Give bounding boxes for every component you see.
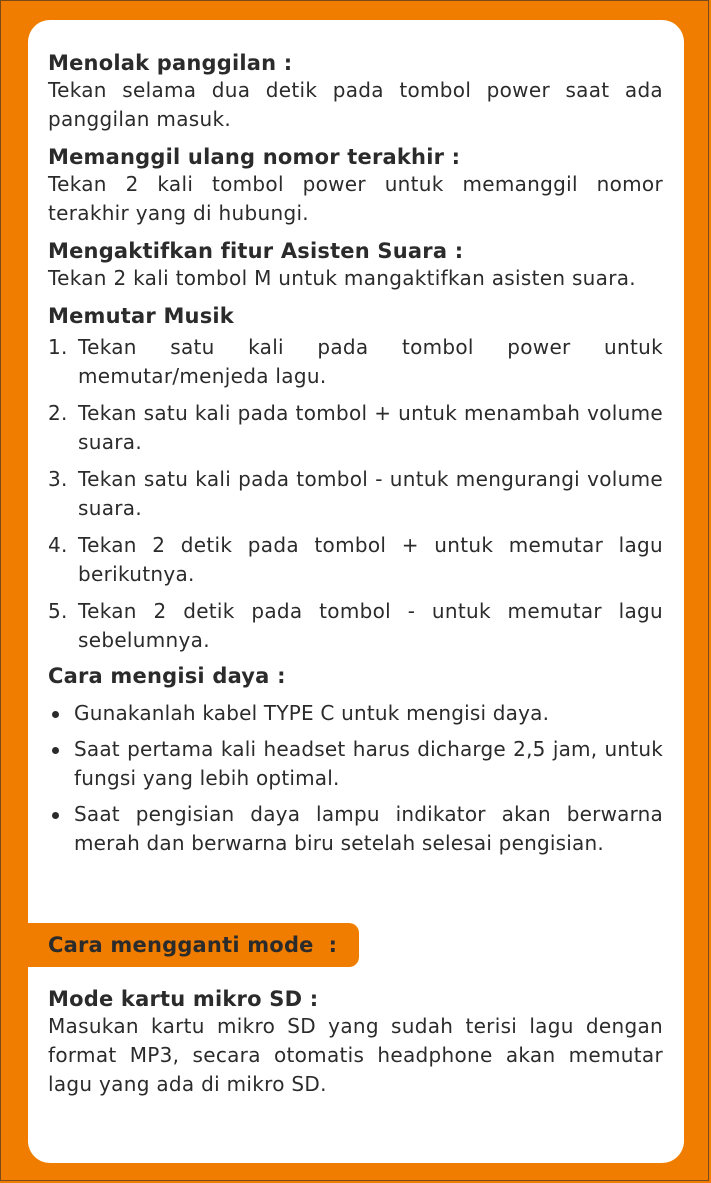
list-item: 2. Tekan satu kali pada tombol + untuk menambah volume suara. bbox=[48, 401, 663, 454]
redial-text: Tekan 2 kali tombol power untuk memanggil nomor terakhir yang di hubungi. bbox=[48, 172, 663, 225]
list-item: 4. Tekan 2 detik pada tombol + untuk memutar lagu berikutnya. bbox=[48, 533, 663, 586]
card-content bbox=[48, 50, 663, 865]
mode-banner bbox=[28, 923, 359, 967]
charging-bullets-list bbox=[48, 699, 663, 858]
reject-call-heading: Menolak panggilan : bbox=[48, 51, 293, 75]
reject-call-text: Tekan selama dua detik pada tombol power saat ada panggilan masuk. bbox=[48, 78, 663, 131]
mode-banner-label: Cara mengganti mode : bbox=[48, 933, 338, 957]
voice-assistant-heading: Mengaktifkan fitur Asisten Suara : bbox=[48, 239, 464, 263]
list-item: 5. Tekan 2 detik pada tombol - untuk memutar lagu sebelumnya. bbox=[48, 599, 663, 652]
music-heading: Memutar Musik bbox=[48, 304, 234, 328]
list-item: Saat pengisian daya lampu indikator akan berwarna merah dan berwarna biru setelah selesai pengisian. bbox=[48, 800, 663, 858]
list-item: 3. Tekan satu kali pada tombol - untuk mengurangi volume suara. bbox=[48, 467, 663, 520]
bullet-dot-icon bbox=[52, 747, 59, 754]
voice-assistant-text: Tekan 2 kali tombol M untuk mangaktifkan asisten suara. bbox=[48, 266, 636, 290]
music-steps-list bbox=[48, 333, 663, 655]
bullet-dot-icon bbox=[52, 812, 59, 819]
redial-heading: Memanggil ulang nomor terakhir : bbox=[48, 145, 461, 169]
list-item: Gunakanlah kabel TYPE C untuk mengisi daya. bbox=[48, 699, 663, 728]
list-item: Saat pertama kali headset harus dicharge 2,5 jam, untuk fungsi yang lebih optimal. bbox=[48, 735, 663, 793]
bullet-dot-icon bbox=[52, 711, 59, 718]
sd-mode-text: Masukan kartu mikro SD yang sudah terisi lagu dengan format MP3, secara otomatis headphone akan memutar lagu yang ada di mikro SD. bbox=[48, 1014, 663, 1096]
list-item: 1. Tekan satu kali pada tombol power untuk memutar/menjeda lagu. bbox=[48, 335, 663, 388]
charging-heading: Cara mengisi daya : bbox=[48, 664, 286, 688]
sd-mode-heading: Mode kartu mikro SD : bbox=[48, 987, 319, 1011]
sd-mode-block bbox=[48, 986, 663, 1099]
